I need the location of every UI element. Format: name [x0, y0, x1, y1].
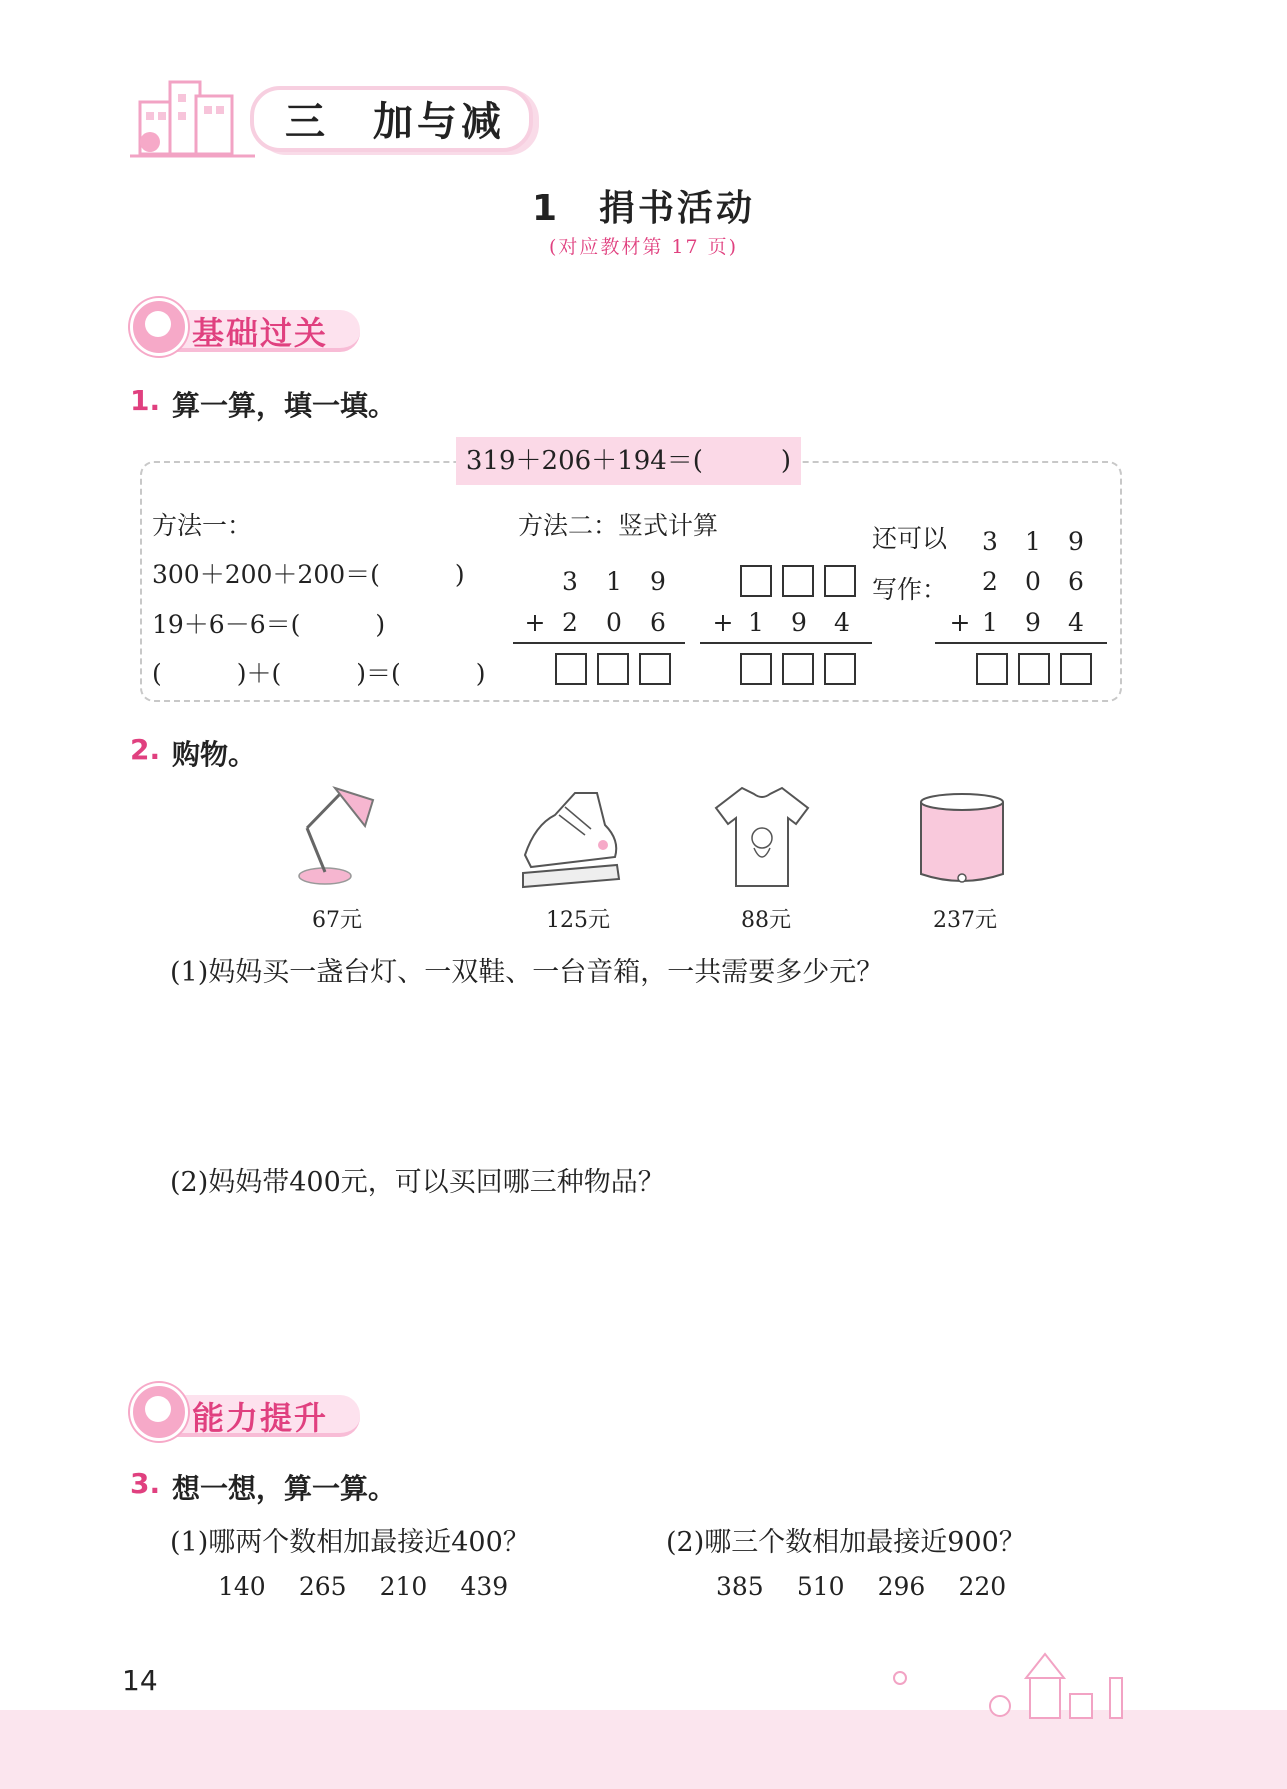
- digit: 6: [650, 608, 666, 637]
- digit: 3: [562, 567, 578, 596]
- sum-line: [935, 642, 1107, 644]
- answer-box[interactable]: [976, 653, 1008, 685]
- sum-line: [700, 642, 872, 644]
- digit: 3: [982, 527, 998, 556]
- digit: 1: [1025, 527, 1041, 556]
- answer-box[interactable]: [1060, 653, 1092, 685]
- digit: 2: [562, 608, 578, 637]
- lesson-title: 1 捐书活动: [531, 188, 756, 229]
- digit: 1: [606, 567, 622, 596]
- unit-title: 三 加与减: [285, 99, 505, 145]
- speaker-icon: [915, 790, 1010, 890]
- digit: 9: [650, 567, 666, 596]
- digit: 0: [1025, 567, 1041, 596]
- digit: 4: [834, 608, 850, 637]
- method3-label: 还可以: [872, 524, 948, 553]
- answer-box[interactable]: [782, 565, 814, 597]
- digit: 4: [1068, 608, 1084, 637]
- sub-question: (2)哪三个数相加最接近900？: [666, 1527, 1026, 1558]
- equation-banner: 319＋206＋194＝( ): [456, 437, 801, 485]
- plus-sign: +: [949, 608, 971, 637]
- desk-lamp-icon: [285, 780, 385, 892]
- digit: 2: [982, 567, 998, 596]
- method1-line: ( )＋( )＝( ): [152, 659, 486, 688]
- section-tag-basic: [130, 298, 370, 356]
- method2-title: 方法二：竖式计算: [518, 511, 719, 540]
- sub-question: (2)妈妈带400元，可以买回哪三种物品？: [170, 1167, 665, 1198]
- t-shirt-icon: [712, 782, 812, 892]
- digit: 9: [791, 608, 807, 637]
- sum-line: [513, 642, 685, 644]
- number-list: [218, 1572, 536, 1601]
- plus-sign: +: [524, 608, 546, 637]
- digit: 9: [1025, 608, 1041, 637]
- answer-box[interactable]: [740, 565, 772, 597]
- question-prompt: 购物。: [172, 738, 257, 771]
- method1-title: 方法一：: [152, 511, 253, 540]
- castle-decoration-icon: [880, 1648, 1170, 1720]
- answer-box[interactable]: [782, 653, 814, 685]
- digit: 0: [606, 608, 622, 637]
- digit: 6: [1068, 567, 1084, 596]
- question-prompt: 想一想，算一算。: [172, 1472, 397, 1505]
- price-label: 125元: [546, 908, 610, 933]
- number: 439: [460, 1572, 509, 1601]
- textbook-page-reference: (对应教材第 17 页): [548, 236, 739, 258]
- digit: 9: [1068, 527, 1084, 556]
- method1-line: 300＋200＋200＝( ): [152, 560, 465, 589]
- price-label: 237元: [933, 908, 997, 933]
- answer-box[interactable]: [740, 653, 772, 685]
- number: 510: [796, 1572, 845, 1601]
- answer-box[interactable]: [639, 653, 671, 685]
- number: 220: [958, 1572, 1007, 1601]
- page-number: 14: [122, 1664, 158, 1697]
- digit: 1: [748, 608, 764, 637]
- method3-label: 写作：: [872, 575, 948, 604]
- plus-sign: +: [712, 608, 734, 637]
- number: 140: [218, 1572, 266, 1601]
- answer-box[interactable]: [824, 653, 856, 685]
- question-prompt: 算一算，填一填。: [172, 389, 397, 422]
- number: 265: [298, 1572, 347, 1601]
- section-label: 能力提升: [192, 1399, 329, 1437]
- section-label: 基础过关: [192, 314, 329, 352]
- question-number: 1.: [130, 384, 161, 417]
- answer-box[interactable]: [597, 653, 629, 685]
- price-label: 88元: [741, 908, 791, 933]
- number-list: [716, 1572, 1034, 1601]
- sub-question: (1)妈妈买一盏台灯、一双鞋、一台音箱，一共需要多少元？: [170, 957, 884, 988]
- question-number: 2.: [130, 733, 161, 766]
- number: 385: [716, 1572, 764, 1601]
- footer-band: [0, 1710, 1287, 1789]
- city-buildings-icon: [130, 72, 260, 162]
- shoes-icon: [515, 785, 625, 893]
- answer-box[interactable]: [555, 653, 587, 685]
- question-number: 3.: [130, 1467, 161, 1500]
- number: 210: [379, 1572, 428, 1601]
- method1-line: 19＋6－6＝( ): [152, 610, 386, 639]
- answer-box[interactable]: [1018, 653, 1050, 685]
- girl-avatar-icon: [130, 298, 188, 356]
- boy-avatar-icon: [130, 1383, 188, 1441]
- unit-banner: [130, 72, 530, 162]
- price-label: 67元: [312, 908, 362, 933]
- section-tag-advanced: [130, 1383, 370, 1441]
- number: 296: [877, 1572, 926, 1601]
- digit: 1: [982, 608, 998, 637]
- answer-box[interactable]: [824, 565, 856, 597]
- sub-question: (1)哪两个数相加最接近400？: [170, 1527, 530, 1558]
